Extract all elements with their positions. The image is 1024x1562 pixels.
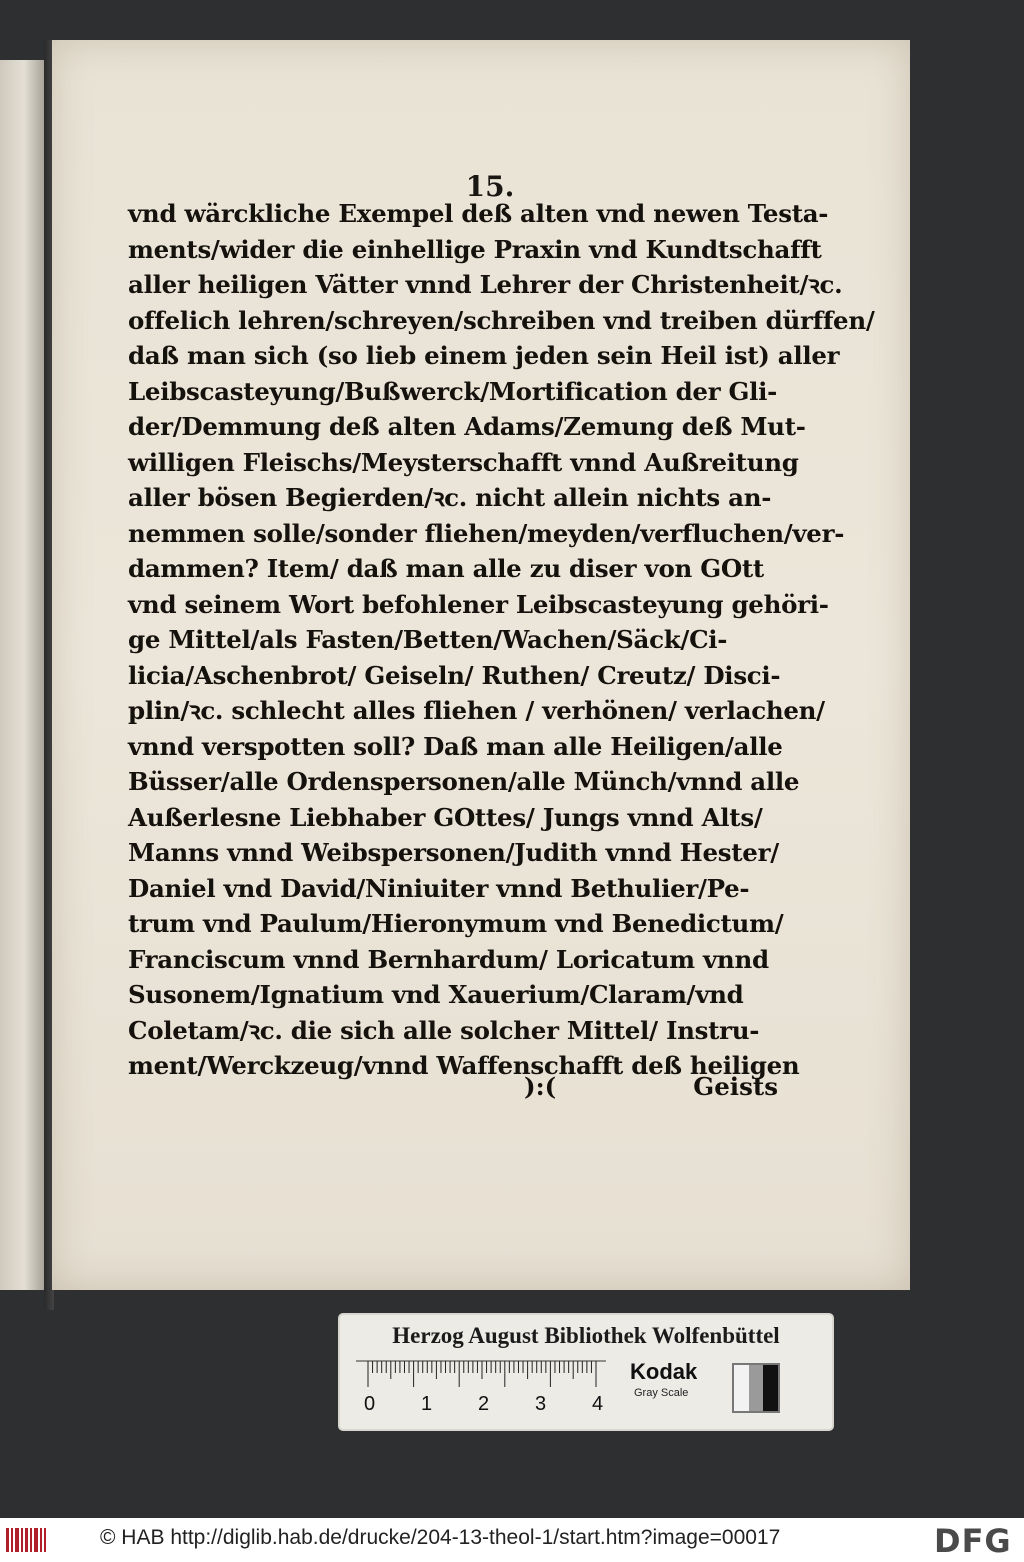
- text-line: trum vnd Paulum/Hieronymum vnd Benedictum/: [128, 909, 784, 938]
- text-line: plin/ꝛc. schlecht alles fliehen / verhönen/ verlachen/: [128, 696, 825, 725]
- ruler-number: 2: [478, 1393, 490, 1415]
- text-line: aller heiligen Vätter vnnd Lehrer der Christenheit/ꝛc.: [128, 270, 843, 299]
- page-number: 15.: [465, 170, 515, 203]
- text-line: licia/Aschenbrot/ Geiseln/ Ruthen/ Creutz/ Disci-: [128, 660, 781, 690]
- text-line: ment/Werckzeug/vnnd Waffenschafft deß heiligen: [128, 1051, 800, 1080]
- gray-patch-dark: [763, 1365, 778, 1411]
- text-line: Daniel vnd David/Niniuiter vnnd Bethulier/Pe-: [128, 873, 750, 903]
- text-line: Coletam/ꝛc. die sich alle solcher Mittel/ Instru-: [128, 1015, 760, 1045]
- ruler-number: 0: [364, 1393, 376, 1415]
- signature-mark: ):(: [524, 1072, 557, 1101]
- source-link[interactable]: © HAB http://diglib.hab.de/drucke/204-13-theol-1/start.htm?image=00017: [100, 1526, 781, 1549]
- text-line: offelich lehren/schreyen/schreiben vnd treiben dürffen/: [128, 305, 875, 335]
- text-line: Manns vnnd Weibspersonen/Judith vnnd Hester/: [128, 838, 779, 867]
- ruler-numbers: [356, 1393, 606, 1417]
- text-line: ge Mittel/als Fasten/Betten/Wachen/Säck/Ci-: [128, 625, 728, 654]
- ruler-number: 4: [592, 1393, 604, 1415]
- gray-patches: [732, 1363, 780, 1413]
- text-line: willigen Fleischs/Meysterschafft vnnd Außreitung: [128, 447, 799, 477]
- dfg-logo: DFG: [934, 1522, 1012, 1560]
- gray-patch-light: [734, 1365, 749, 1411]
- barcode-icon: [6, 1528, 46, 1552]
- library-name: Herzog August Bibliothek Wolfenbüttel: [392, 1323, 780, 1348]
- text-line: daß man sich (so lieb einem jeden sein Heil ist) aller: [128, 341, 840, 370]
- color-calibration-card: [340, 1315, 832, 1429]
- text-line: vnd seinem Wort befohlener Leibscasteyung gehöri-: [128, 589, 829, 619]
- left-page-edge: [0, 60, 46, 1290]
- text-line: ments/wider die einhellige Praxin vnd Kundtschafft: [128, 234, 822, 264]
- text-line: aller bösen Begierden/ꝛc. nicht allein nichts an-: [128, 483, 772, 512]
- page-foot: [128, 1072, 788, 1108]
- footer-bar: [0, 1518, 1024, 1562]
- text-line: vnnd verspotten soll? Daß man alle Heiligen/alle: [128, 731, 783, 761]
- text-line: Leibscasteyung/Bußwerck/Mortification der Gli-: [128, 376, 778, 406]
- text-line: Außerlesne Liebhaber GOttes/ Jungs vnnd Alts/: [128, 802, 763, 832]
- gray-patch-mid: [749, 1365, 764, 1411]
- ruler: [356, 1359, 606, 1417]
- ruler-ticks: [356, 1359, 606, 1389]
- text-line: dammen? Item/ daß man alle zu diser von GOtt: [128, 554, 764, 583]
- text-line: nemmen solle/sonder fliehen/meyden/verfluchen/ver-: [128, 518, 845, 548]
- page-text: [128, 196, 875, 1084]
- gray-scale-label: Gray Scale: [634, 1387, 689, 1399]
- kodak-logo: Kodak: [630, 1359, 698, 1384]
- ruler-number: 1: [421, 1393, 433, 1415]
- text-line: Büsser/alle Ordenspersonen/alle Münch/vnnd alle: [128, 767, 800, 796]
- text-line: Franciscum vnnd Bernhardum/ Loricatum vnnd: [128, 944, 769, 974]
- text-line: vnd wärckliche Exempel deß alten vnd newen Testa-: [128, 199, 829, 228]
- catchword: Geists: [693, 1072, 778, 1101]
- text-line: der/Demmung deß alten Adams/Zemung deß Mut-: [128, 412, 806, 441]
- text-line: Susonem/Ignatium vnd Xauerium/Claram/vnd: [128, 980, 744, 1009]
- ruler-number: 3: [535, 1393, 547, 1415]
